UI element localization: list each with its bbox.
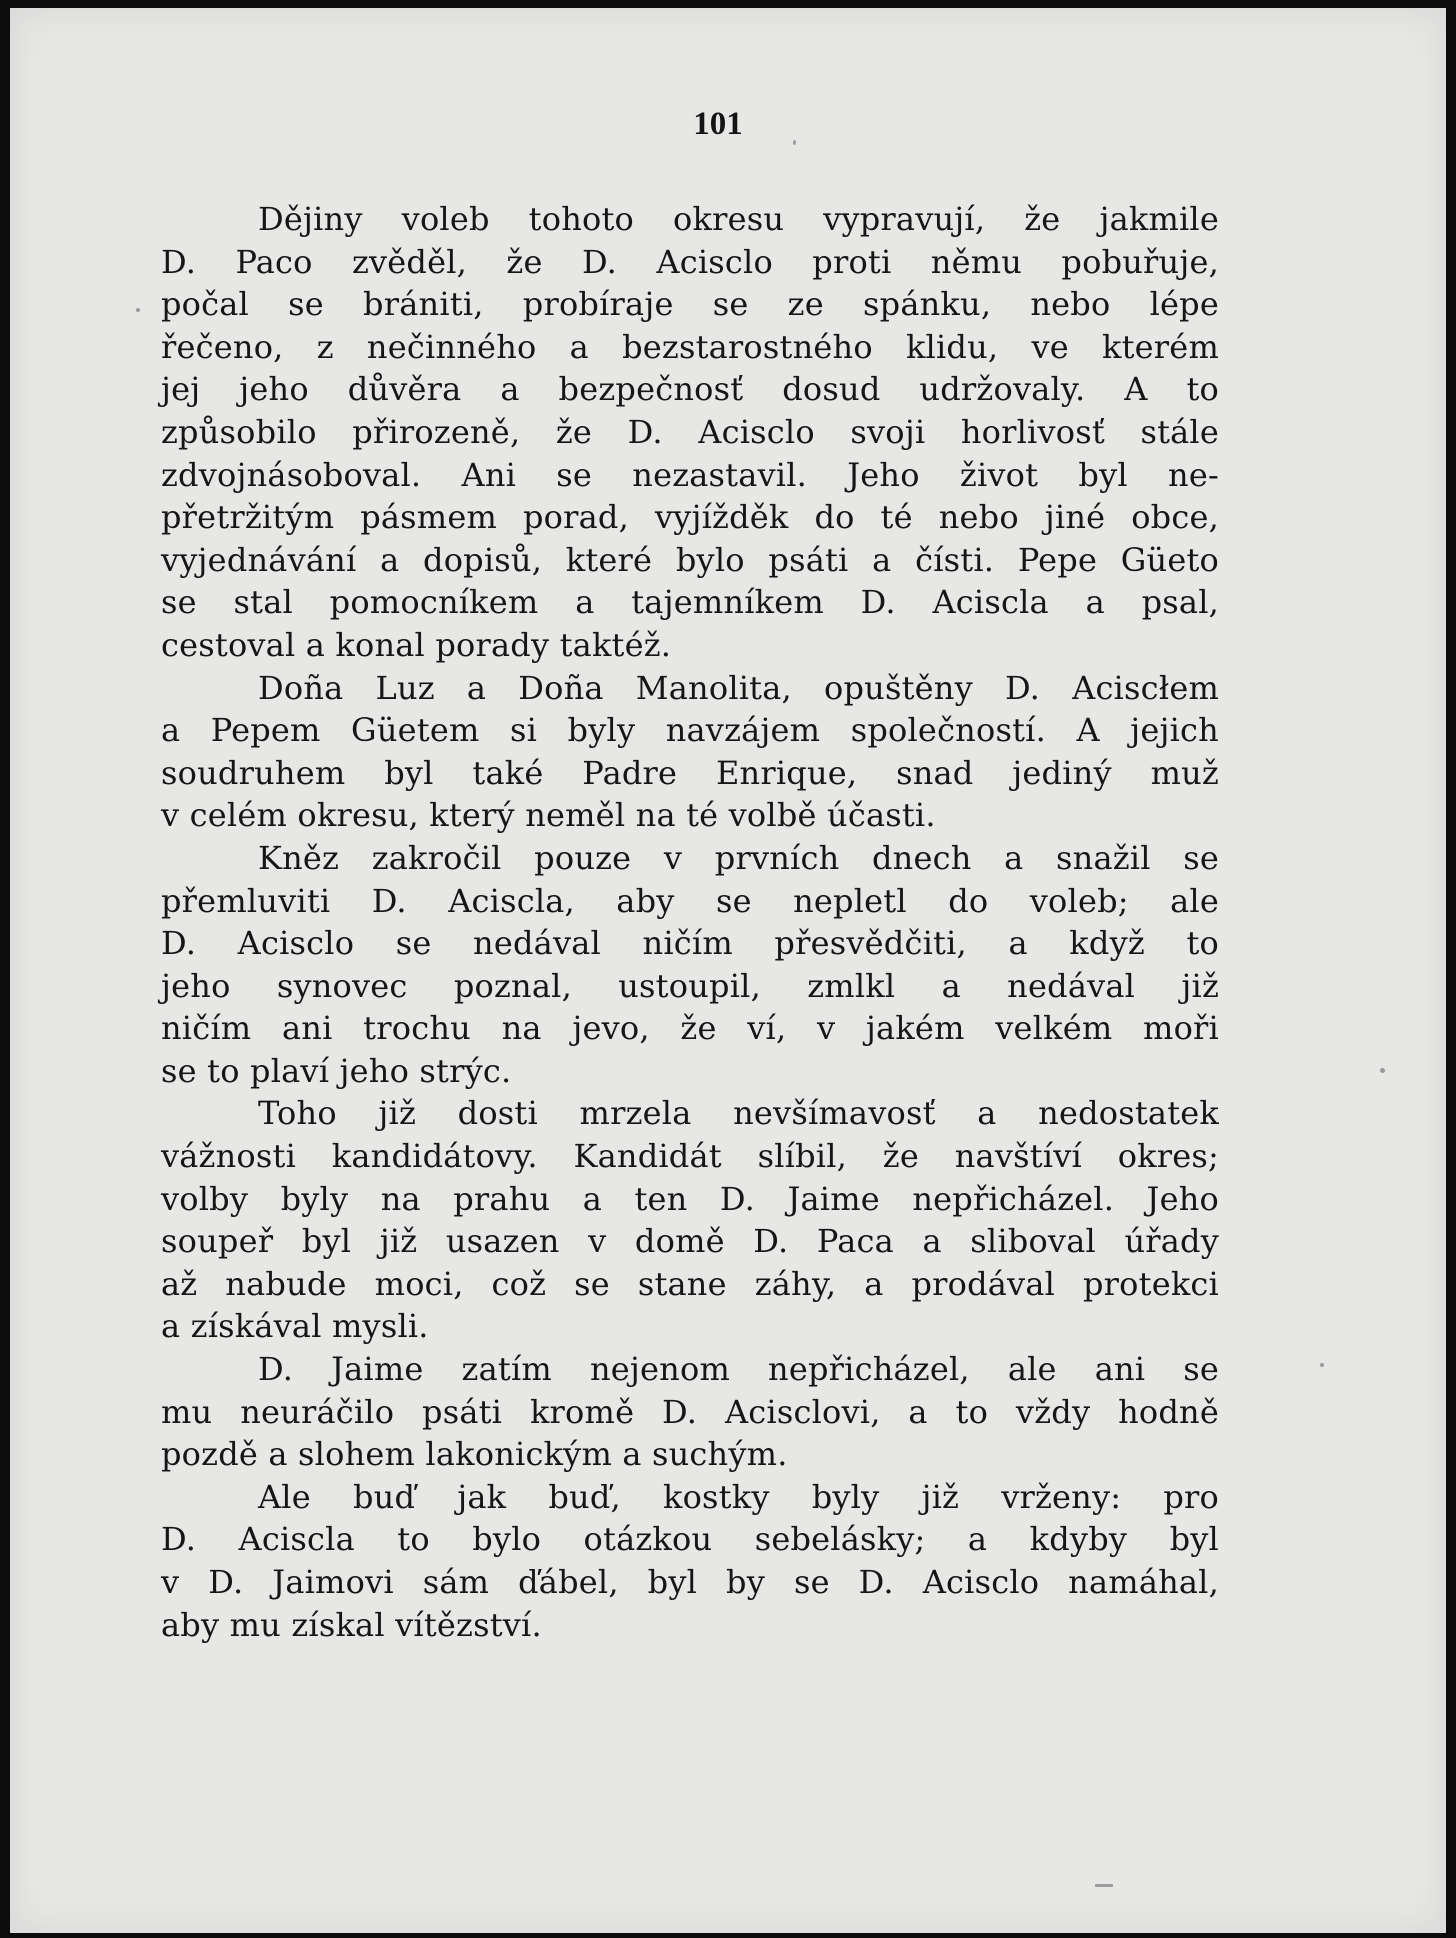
- text-line: vážnosti kandidátovy. Kandidát slíbil, že navštíví okres;: [161, 1137, 1219, 1176]
- text-line: a Pepem Güetem si byly navzájem společností. A jejich: [161, 711, 1219, 750]
- paragraph-first-line: Doña Luz a Doña Manolita, opuštěny D. Aciscłem: [258, 668, 1219, 707]
- text-line: soudruhem byl také Padre Enrique, snad jediný muž: [161, 753, 1219, 792]
- text-line: soupeř byl již usazen v domě D. Paca a sliboval úřady: [161, 1222, 1219, 1261]
- text-line: vyjednávání a dopisů, které bylo psáti a čísti. Pepe Güeto: [161, 540, 1219, 579]
- text-line: řečeno, z nečinného a bezstarostného klidu, ve kterém: [161, 327, 1219, 366]
- page-number: 101: [693, 106, 743, 142]
- print-speck: [1320, 1363, 1324, 1367]
- text-line: až nabude moci, což se stane záhy, a prodával protekci: [161, 1264, 1219, 1303]
- text-line: způsobilo přirozeně, že D. Acisclo svoji horlivosť stále: [161, 412, 1219, 451]
- text-line: pozdě a slohem lakonickým a suchým.: [161, 1435, 788, 1474]
- text-line: D. Acisclo se nedával ničím přesvědčiti, a když to: [161, 924, 1219, 963]
- text-line: mu neuráčilo psáti kromě D. Acisclovi, a to vždy hodně: [161, 1392, 1219, 1431]
- paragraph-first-line: D. Jaime zatím nejenom nepřicházel, ale ani se: [258, 1350, 1219, 1389]
- print-speck: [793, 140, 796, 145]
- paragraph-first-line: Dějiny voleb tohoto okresu vypravují, že jakmile: [258, 200, 1219, 238]
- text-line: volby byly na prahu a ten D. Jaime nepřicházel. Jeho: [161, 1179, 1219, 1218]
- text-line: zdvojnásoboval. Ani se nezastavil. Jeho život byl ne-: [161, 455, 1219, 494]
- text-line: v celém okresu, který neměl na té volbě účasti.: [161, 796, 936, 835]
- text-line: v D. Jaimovi sám ďábel, byl by se D. Acisclo namáhal,: [161, 1563, 1219, 1601]
- text-line: jej jeho důvěra a bezpečnosť dosud udržovaly. A to: [161, 370, 1219, 409]
- paragraph-first-line: Toho již dosti mrzela nevšímavosť a nedostatek: [258, 1094, 1219, 1133]
- text-line: jeho synovec poznal, ustoupil, zmlkl a nedával již: [161, 966, 1219, 1005]
- paragraph-first-line: Ale buď jak buď, kostky byly již vrženy: pro: [258, 1477, 1219, 1516]
- text-line: D. Aciscla to bylo otázkou sebelásky; a kdyby byl: [161, 1520, 1219, 1559]
- text-line: počal se brániti, probíraje se ze spánku, nebo lépe: [161, 285, 1219, 324]
- text-line: přemluviti D. Aciscla, aby se nepletl do voleb; ale: [161, 881, 1219, 920]
- text-line: se to plaví jeho strýc.: [161, 1051, 512, 1090]
- print-speck: [136, 308, 140, 312]
- book-page: [10, 8, 1446, 1933]
- text-line: D. Paco zvěděl, že D. Acisclo proti němu pobuřuje,: [161, 242, 1219, 281]
- text-line: se stal pomocníkem a tajemníkem D. Aciscla a psal,: [161, 583, 1219, 622]
- print-speck: [1095, 1884, 1113, 1887]
- text-line: přetržitým pásmem porad, vyjížděk do té nebo jiné obce,: [161, 498, 1219, 537]
- text-line: ničím ani trochu na jevo, že ví, v jakém velkém moři: [161, 1009, 1219, 1048]
- text-line: aby mu získal vítězství.: [161, 1605, 542, 1644]
- paragraph-first-line: Kněz zakročil pouze v prvních dnech a snažil se: [258, 838, 1219, 877]
- body-text: [161, 198, 1219, 1646]
- text-line: cestoval a konal porady taktéž.: [161, 625, 672, 664]
- print-speck: [1380, 1068, 1385, 1073]
- text-line: a získával mysli.: [161, 1307, 429, 1346]
